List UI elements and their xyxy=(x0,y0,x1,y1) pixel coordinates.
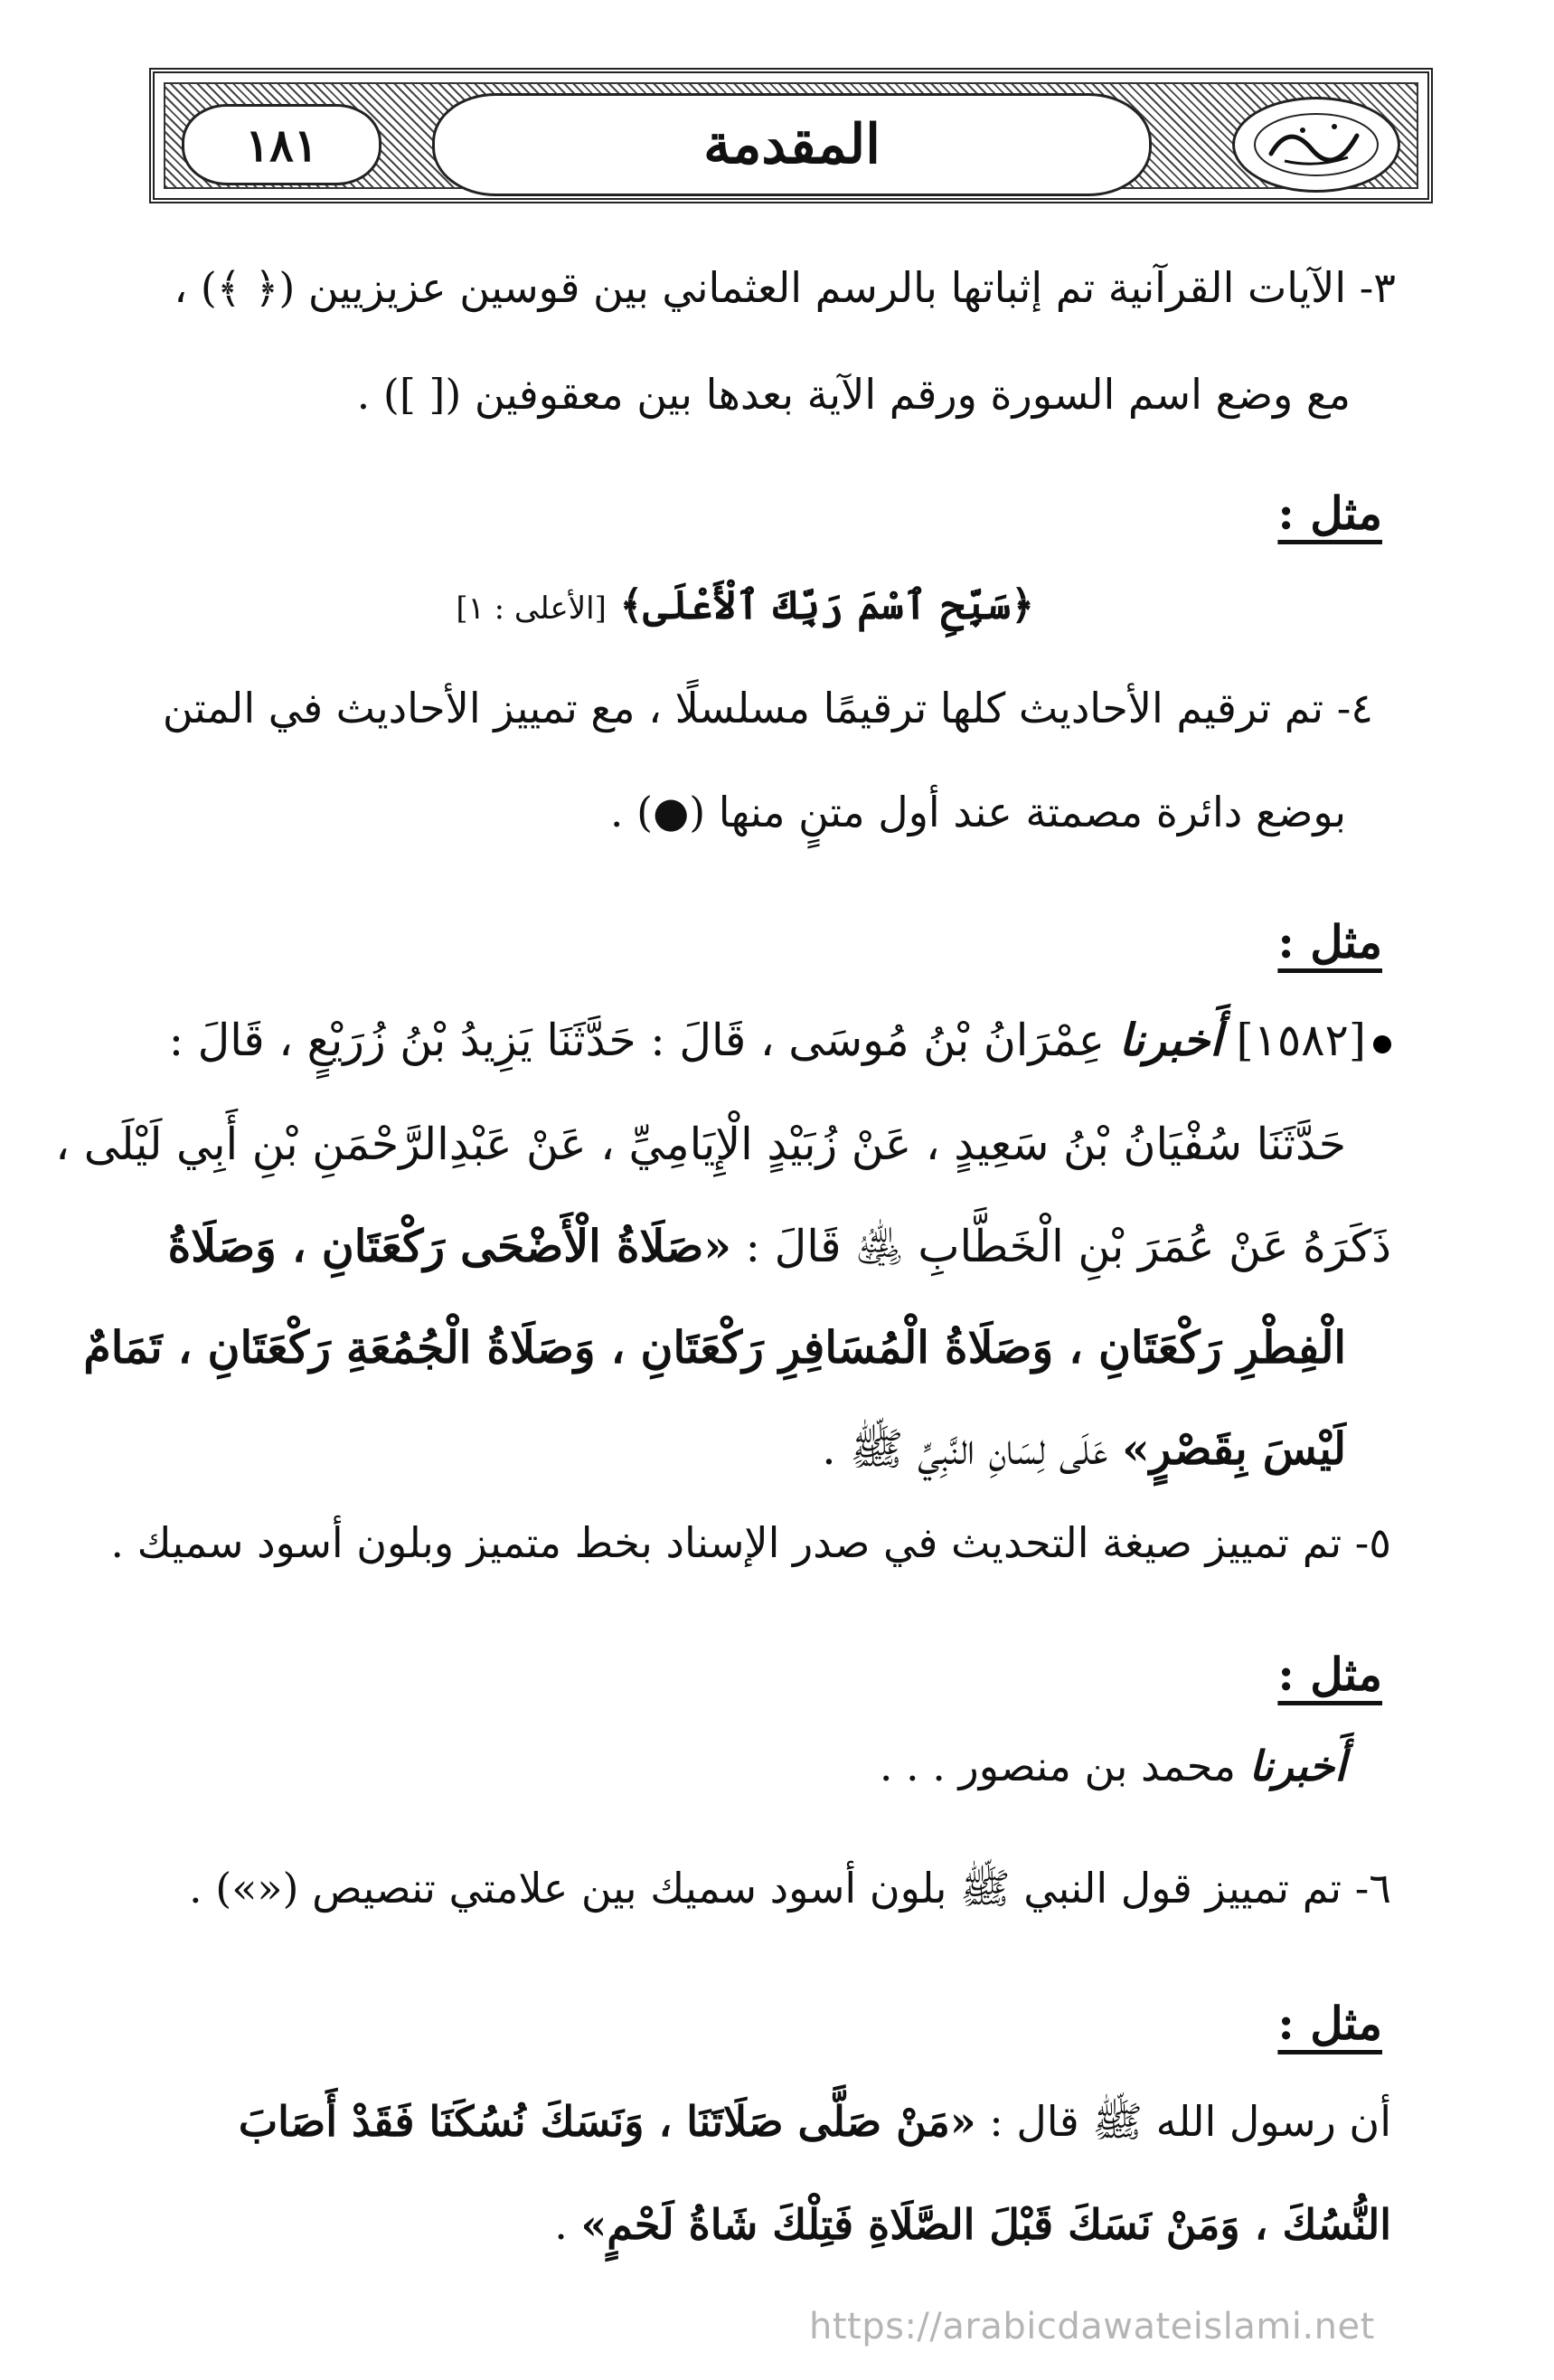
example-3-line xyxy=(880,1741,1346,1793)
hadith-line-3 xyxy=(168,1219,1391,1274)
example-label-3: مثل : xyxy=(1277,1648,1382,1701)
example-3-text: محمد بن منصور . . . xyxy=(879,1742,1237,1790)
quote-line-2-end: . xyxy=(554,2200,581,2249)
hadith-line-1 xyxy=(169,1013,1391,1068)
hadith-line-5-bold: لَيْسَ بِقَصْرٍ» xyxy=(1122,1422,1346,1475)
page-header xyxy=(149,68,1433,203)
ayah-text: ﴿سَبِّحِ ٱسْمَ رَبِّكَ ٱلْأَعْلَى﴾ xyxy=(619,582,1034,628)
ayah-line xyxy=(456,579,1034,631)
quote-line-1-bold: «مَنْ صَلَّى صَلَاتَنَا ، وَنَسَكَ نُسُكَنَا فَقَدْ أَصَابَ xyxy=(238,2097,976,2146)
ayah-reference: [الأعلى : ١] xyxy=(456,590,607,627)
item-4-line-2: بوضع دائرة مصمتة عند أول متنٍ منها (●) . xyxy=(609,788,1346,836)
hadith-line-5-plain: عَلَى لِسَانِ النَّبِيِّ ﷺ . xyxy=(822,1423,1108,1475)
page-number: ١٨١ xyxy=(245,118,318,172)
page-number-cartouche xyxy=(182,104,381,185)
calligraphy-logo-icon xyxy=(1248,109,1384,181)
example-label-2: مثل : xyxy=(1277,915,1382,968)
running-title-cartouche xyxy=(432,93,1152,196)
quote-line-2 xyxy=(554,2199,1391,2252)
hadith-line-5 xyxy=(822,1421,1346,1477)
hadith-number: [١٥٨٢] xyxy=(1236,1015,1366,1066)
quote-line-2-bold: النُّسُكَ ، وَمَنْ نَسَكَ قَبْلَ الصَّلَاةِ فَتِلْكَ شَاةُ لَحْمٍ» xyxy=(580,2200,1391,2249)
hadith-line-1-text: عِمْرَانُ بْنُ مُوسَى ، قَالَ : حَدَّثَنَا يَزِيدُ بْنُ زُرَيْعٍ ، قَالَ : xyxy=(168,1015,1106,1066)
hadith-line-2: حَدَّثَنَا سُفْيَانُ بْنُ سَعِيدٍ ، عَنْ زُبَيْدٍ الْإِيَامِيِّ ، عَنْ عَبْدِالرَّحْمَنِ بْنِ أَبِي لَيْلَى ، xyxy=(55,1119,1346,1170)
hadith-line-3-plain: ذَكَرَهُ عَنْ عُمَرَ بْنِ الْخَطَّابِ ﵁ قَالَ : xyxy=(745,1221,1391,1272)
book-logo xyxy=(1232,97,1400,193)
quote-line-1 xyxy=(239,2096,1391,2149)
hadith-line-3-bold: «صَلَاةُ الْأَضْحَى رَكْعَتَانِ ، وَصَلَاةُ xyxy=(167,1220,731,1272)
watermark-url: https://arabicdawateislami.net xyxy=(809,2306,1375,2347)
hadith-akhbarana: أَخبرنا xyxy=(1118,1014,1222,1066)
header-ornament-band xyxy=(164,82,1418,189)
filled-circle-icon xyxy=(1373,1035,1391,1053)
hadith-line-4: الْفِطْرِ رَكْعَتَانِ ، وَصَلَاةُ الْمُسَافِرِ رَكْعَتَانِ ، وَصَلَاةُ الْجُمُعَةِ رَكْعَتَانِ ، تَمَامٌ xyxy=(83,1321,1346,1374)
item-3-line-2: مع وضع اسم السورة ورقم الآية بعدها بين معقوفين ([ ]) . xyxy=(356,370,1351,419)
item-5-line: ٥- تم تمييز صيغة التحديث في صدر الإسناد بخط متميز وبلون أسود سميك . xyxy=(110,1518,1391,1567)
example-3-akhbarana: أَخبرنا xyxy=(1248,1742,1346,1790)
item-3-line-1: ٣- الآيات القرآنية تم إثباتها بالرسم العثماني بين قوسين عزيزيين (﴿ ﴾) ، xyxy=(174,263,1396,312)
example-label-1: مثل : xyxy=(1277,486,1382,540)
quote-line-1-plain: أن رسول الله ﷺ قال : xyxy=(989,2097,1391,2146)
item-6-line: ٦- تم تمييز قول النبي ﷺ بلون أسود سميك بين علامتي تنصيص («») . xyxy=(189,1864,1391,1912)
example-label-4: مثل : xyxy=(1277,1997,1382,2050)
item-4-line-1: ٤- تم ترقيم الأحاديث كلها ترقيمًا مسلسلًا ، مع تمييز الأحاديث في المتن xyxy=(162,684,1373,732)
running-title: المقدمة xyxy=(703,113,881,176)
